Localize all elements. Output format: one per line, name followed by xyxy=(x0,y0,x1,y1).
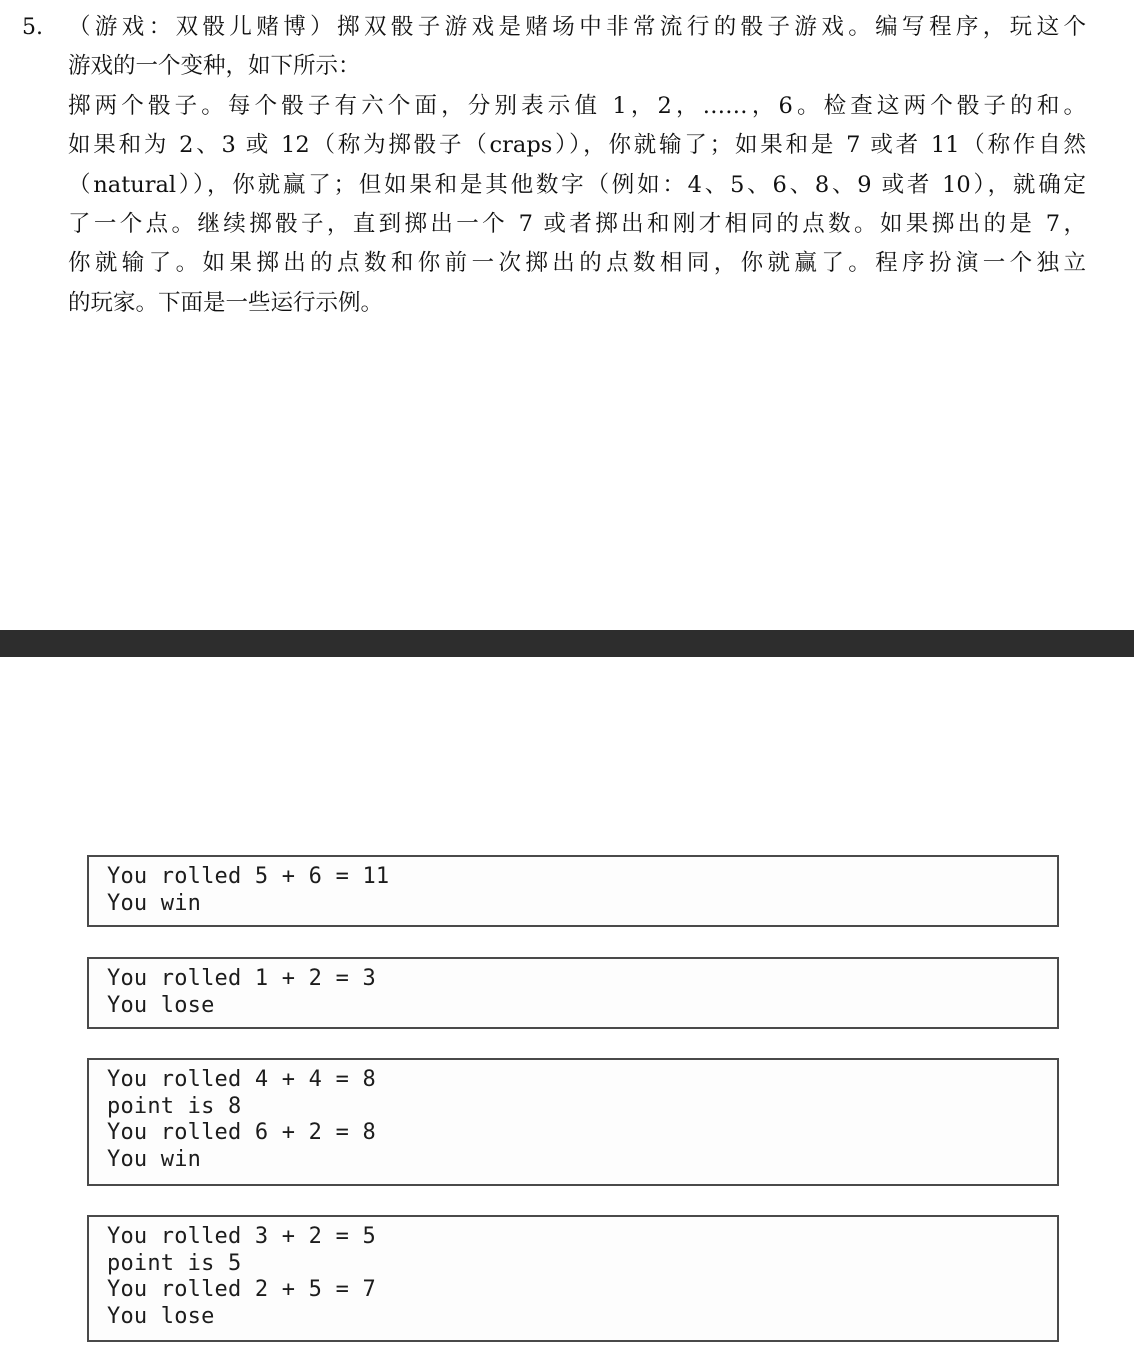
output-line: You lose xyxy=(107,992,215,1018)
output-line: You rolled 4 + 4 = 8 xyxy=(107,1067,376,1092)
page-separator-bar xyxy=(0,630,1134,657)
output-line: You rolled 1 + 2 = 3 xyxy=(107,966,376,991)
output-line: You win xyxy=(107,890,202,916)
output-line: You win xyxy=(107,1146,202,1172)
problem-line: （游戏：双骰儿赌博）掷双骰子游戏是赌场中非常流行的骰子游戏。编写程序，玩这个 xyxy=(68,14,1086,40)
output-line: point is 5 xyxy=(107,1250,242,1276)
problem-line: 你就输了。如果掷出的点数和你前一次掷出的点数相同，你就赢了。程序扮演一个独立 xyxy=(68,250,1086,277)
problem-line: 的玩家。下面是一些运行示例。 xyxy=(68,289,384,316)
output-line: You rolled 3 + 2 = 5 xyxy=(107,1224,376,1249)
sample-run-box xyxy=(87,957,1059,1029)
output-line: point is 8 xyxy=(107,1093,242,1119)
output-line: You lose xyxy=(107,1303,215,1329)
sample-run-box xyxy=(87,855,1059,927)
problem-line: 如果和为 2、3 或 12（称为掷骰子（craps）），你就输了；如果和是 7 或者 11（称作自然 xyxy=(68,132,1086,159)
output-line: You rolled 2 + 5 = 7 xyxy=(107,1277,376,1302)
problem-text xyxy=(68,8,1086,323)
problem-line: 掷两个骰子。每个骰子有六个面，分别表示值 1，2，……，6。检查这两个骰子的和。 xyxy=(68,92,1086,119)
sample-run-box xyxy=(87,1215,1059,1342)
problem-line: （natural）），你就赢了；但如果和是其他数字（例如：4、5、6、8、9 或者 10），就确定 xyxy=(68,171,1086,198)
sample-run-box xyxy=(87,1058,1059,1186)
problem-number: 5. xyxy=(22,15,43,40)
output-line: You rolled 5 + 6 = 11 xyxy=(107,864,390,889)
problem-line: 游戏的一个变种，如下所示： xyxy=(68,53,361,80)
problem-line: 了一个点。继续掷骰子，直到掷出一个 7 或者掷出和刚才相同的点数。如果掷出的是 7， xyxy=(68,211,1086,238)
output-line: You rolled 6 + 2 = 8 xyxy=(107,1120,376,1145)
